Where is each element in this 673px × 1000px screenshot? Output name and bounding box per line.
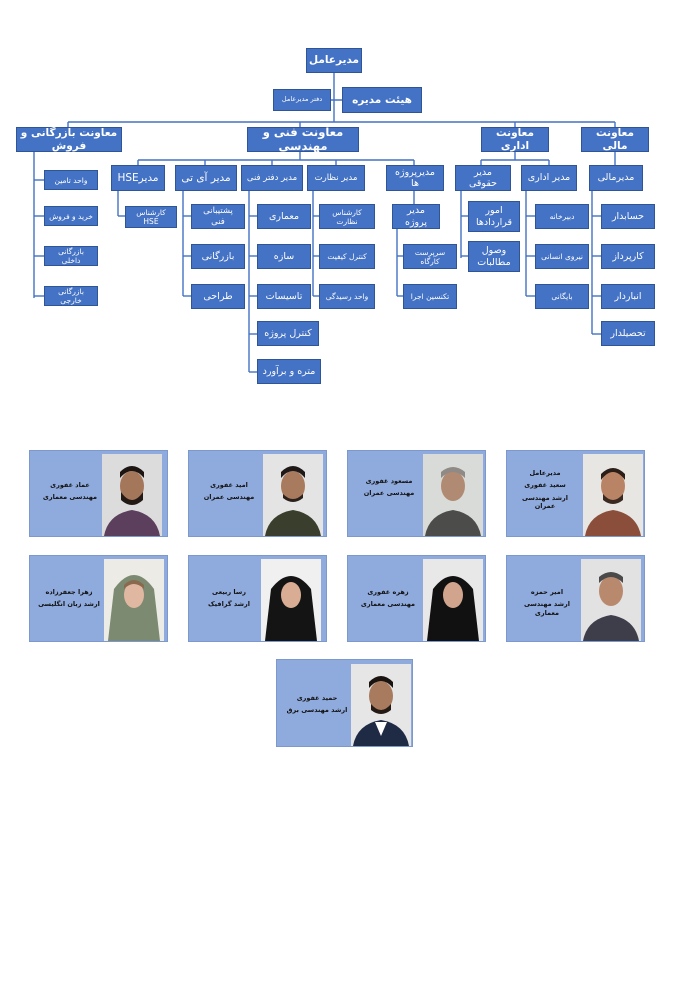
- finance-deputy-box: معاونت مالی: [581, 127, 649, 152]
- project-item: تکنسین اجرا: [403, 284, 457, 309]
- office-item: دبیرخانه: [535, 204, 589, 229]
- sales-item: بازرگانی خارجی: [44, 286, 98, 306]
- supervision-item: واحد رسیدگی: [319, 284, 375, 309]
- staff-card-ceo: [506, 450, 645, 537]
- staff-name: عماد غفوری: [50, 481, 90, 489]
- staff-name: سعید غفوری: [524, 481, 566, 490]
- hse-manager-box: مدیرHSE: [111, 165, 165, 191]
- board-box: هیئت مدیره: [342, 87, 422, 113]
- finance-item: تحصیلدار: [601, 321, 655, 346]
- office-item: نیروی انسانی: [535, 244, 589, 269]
- office-item: بایگانی: [535, 284, 589, 309]
- staff-card: [188, 555, 327, 642]
- tech-office-item: معماری: [257, 204, 311, 229]
- staff-photo: [263, 454, 323, 536]
- sales-item: بازرگانی داخلی: [44, 246, 98, 266]
- staff-role: ارشد مهندسی برق: [286, 706, 348, 715]
- sales-deputy-box: معاونت بازرگانی و فروش: [16, 127, 122, 152]
- staff-name: رسا ربیعی: [212, 588, 246, 596]
- staff-role: ارشد مهندسی عمران: [521, 493, 569, 511]
- staff-photo: [102, 454, 162, 536]
- staff-role: ارشد گرافیک: [208, 600, 250, 609]
- staff-name: زهره غفوری: [367, 588, 409, 596]
- office-manager-box: مدیر اداری: [521, 165, 577, 191]
- staff-card: [506, 555, 645, 642]
- staff-role: مهندسی عمران: [203, 493, 255, 502]
- staff-photo: [351, 664, 411, 746]
- staff-role: ارشد زبان انگلیسی: [38, 600, 100, 609]
- staff-name: امید غفوری: [210, 481, 248, 489]
- it-manager-box: مدیر آی تی: [175, 165, 237, 191]
- supervision-manager-box: مدیر نظارت: [307, 165, 365, 191]
- supervision-item: کارشناس نظارت: [319, 204, 375, 229]
- it-item: طراحی: [191, 284, 245, 309]
- staff-role: مهندسی معماری: [360, 600, 416, 609]
- tech-office-item: سازه: [257, 244, 311, 269]
- project-manager-box: مدیر پروژه: [392, 204, 440, 229]
- ceo-office-box: دفتر مدیرعامل: [273, 89, 331, 111]
- staff-title: مدیرعامل: [529, 469, 561, 477]
- sales-item: خرید و فروش: [44, 206, 98, 226]
- staff-card: [29, 555, 168, 642]
- admin-deputy-box: معاونت اداری: [481, 127, 549, 152]
- staff-card: [347, 555, 486, 642]
- ceo-box: مدیرعامل: [306, 48, 362, 73]
- staff-photo: [423, 454, 483, 536]
- staff-name: حمید غفوری: [296, 694, 338, 702]
- finance-item: انباردار: [601, 284, 655, 309]
- hse-expert-box: کارشناس HSE: [125, 206, 177, 228]
- staff-card: [347, 450, 486, 537]
- projects-manager-box: مدیرپروژه ها: [386, 165, 444, 191]
- staff-photo: [583, 454, 643, 536]
- tech-deputy-box: معاونت فنی و مهندسی: [247, 127, 359, 152]
- legal-item: وصول مطالبات: [468, 241, 520, 272]
- staff-photo: [261, 559, 321, 641]
- legal-item: امور قراردادها: [468, 201, 520, 232]
- project-item: سرپرست کارگاه: [403, 244, 457, 269]
- staff-photo: [423, 559, 483, 641]
- staff-name: امیر حمزه: [530, 588, 564, 596]
- staff-photo: [104, 559, 164, 641]
- staff-card: [188, 450, 327, 537]
- staff-role: ارشد مهندسی معماری: [523, 600, 571, 617]
- it-item: پشتیبانی فنی: [191, 204, 245, 229]
- tech-office-item: متره و برآورد: [257, 359, 321, 384]
- staff-name: زهرا جعفرزاده: [45, 588, 93, 596]
- tech-office-item: تاسیسات: [257, 284, 311, 309]
- tech-office-manager-box: مدیر دفتر فنی: [241, 165, 303, 191]
- staff-role: مهندسی معماری: [42, 493, 98, 502]
- it-item: بازرگانی: [191, 244, 245, 269]
- finance-manager-box: مدیرمالی: [589, 165, 643, 191]
- sales-item: واحد تامین: [44, 170, 98, 190]
- staff-card: [29, 450, 168, 537]
- finance-item: حسابدار: [601, 204, 655, 229]
- tech-office-item: کنترل پروژه: [257, 321, 319, 346]
- supervision-item: کنترل کیفیت: [319, 244, 375, 269]
- finance-item: کارپرداز: [601, 244, 655, 269]
- legal-manager-box: مدیر حقوقی: [455, 165, 511, 191]
- staff-card: [276, 659, 413, 747]
- staff-role: مهندسی عمران: [363, 489, 415, 498]
- staff-photo: [581, 559, 641, 641]
- staff-name: مسعود غفوری: [365, 477, 413, 485]
